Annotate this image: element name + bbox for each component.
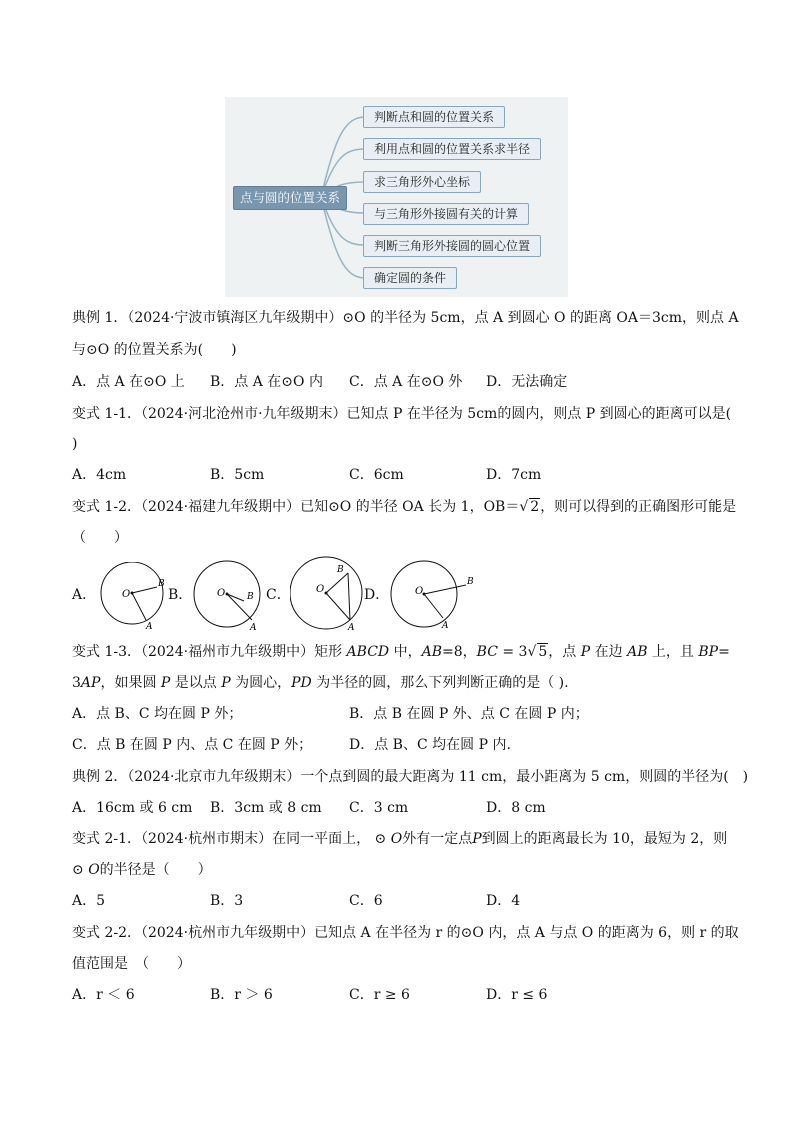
text: 为圆心， (230, 675, 292, 691)
mind-map-branch: 求三角形外心坐标 (363, 171, 481, 193)
figure-label-b: B． (168, 587, 193, 603)
point-b-label: B (467, 577, 474, 587)
variant-1-2-line-2: （ ） (72, 530, 128, 546)
text: = 3 (497, 644, 528, 660)
text: 中， (389, 644, 422, 660)
math-var: P (160, 675, 171, 691)
text: 上，且 (647, 644, 699, 660)
variant-1-2-text-b: ，则可以得到的正确图形可能是 (540, 499, 737, 515)
math-var: P (472, 831, 482, 847)
text: 变式 2-1．（2024·杭州市期末）在同一平面上， ⊙ (72, 831, 391, 847)
point-o-label: O (217, 588, 226, 599)
point-a-label: A (442, 621, 449, 631)
sqrt-symbol: √ 5 (527, 644, 548, 660)
variant-2-2-line-2: 值范围是 （ ） (72, 956, 191, 972)
math-var: BP (698, 644, 719, 660)
math-var: PD (291, 675, 312, 691)
variant-1-1-line-2: ) (72, 436, 78, 452)
math-var: ABCD (346, 644, 390, 660)
question-1-option-a: A．点 A 在⊙O 上 (72, 374, 185, 390)
sqrt-symbol: √ 2 (519, 499, 540, 515)
mind-map-branch: 判断三角形外接圆的圆心位置 (363, 235, 541, 257)
text: ⊙ (72, 862, 89, 878)
math-var: P (580, 644, 591, 660)
text: ，点 (548, 644, 581, 660)
math-var: AB (627, 644, 648, 660)
math-var: P (221, 675, 231, 691)
variant-1-1-option-a: A．4cm (72, 467, 127, 483)
figure-b (192, 560, 272, 632)
variant-1-3-option-b: B．点 B 在圆 P 外、点 C 在圆 P 内； (349, 706, 589, 722)
variant-1-3-option-a: A．点 B、C 均在圆 P 外； (72, 706, 243, 722)
figure-a (96, 562, 176, 630)
text: =8， (442, 644, 477, 660)
variant-1-3-line-1 (72, 642, 730, 662)
mind-map (225, 97, 568, 297)
mind-map-branch: 确定圆的条件 (363, 267, 457, 289)
text: 外有一定点 (402, 831, 473, 847)
question-1-option-c: C．点 A 在⊙O 外 (349, 374, 463, 390)
figure-d (388, 560, 478, 632)
variant-2-1-line-2 (72, 860, 212, 880)
question-2-option-d: D．8 cm (486, 800, 546, 816)
math-var: O (390, 831, 403, 847)
mind-map-branch: 判断点和圆的位置关系 (363, 106, 505, 128)
mind-map-branch: 与三角形外接圆有关的计算 (363, 203, 529, 225)
point-b-label: B (158, 579, 165, 589)
text: 在边 (590, 644, 628, 660)
variant-1-1-line-1: 变式 1-1．（2024·河北沧州市·九年级期末）已知点 P 在半径为 5cm的圆内，则点 P 到圆心的距离可以是( (72, 406, 732, 422)
figure-label-a: A． (72, 587, 97, 603)
figure-c (290, 556, 370, 632)
figure-label-c: C． (266, 587, 291, 603)
math-var: BC (476, 644, 498, 660)
variant-2-1-option-a: A．5 (72, 893, 106, 909)
math-var: AB (421, 644, 442, 660)
variant-2-1-option-c: C．6 (349, 893, 383, 909)
question-1-option-d: D．无法确定 (486, 374, 568, 390)
question-2-option-a: A．16cm 或 6 cm (72, 800, 193, 816)
point-o-label: O (415, 586, 424, 597)
variant-1-2-text-a: 变式 1-2．（2024·福建九年级期中）已知⊙O 的半径 OA 长为 1，OB＝ (72, 499, 520, 515)
point-a-label: A (250, 623, 257, 632)
variant-2-1-line-1 (72, 829, 727, 849)
text: 变式 1-3．（2024·福州市九年级期中）矩形 (72, 644, 347, 660)
variant-1-1-option-c: C．6cm (349, 467, 404, 483)
sqrt-value: 2 (530, 499, 540, 515)
point-a-label: A (146, 622, 153, 630)
math-var: O (88, 862, 100, 878)
variant-1-2-line-1 (72, 497, 736, 517)
sqrt-value: 5 (538, 644, 548, 660)
variant-2-2-option-b: B．r ＞ 6 (210, 987, 273, 1003)
variant-1-3-option-c: C．点 B 在圆 P 内、点 C 在圆 P 外； (72, 737, 313, 753)
variant-2-1-option-b: B．3 (210, 893, 244, 909)
text: 到圆上的距离最长为 10，最短为 2，则 (481, 831, 728, 847)
variant-2-2-line-1: 变式 2-2．（2024·杭州市九年级期中）已知点 A 在半径为 r 的⊙O 内，点 A 与点 O 的距离为 6，则 r 的取 (72, 925, 739, 941)
point-a-label: A (348, 623, 355, 632)
question-1-line-1: 典例 1．（2024·宁波市镇海区九年级期中）⊙O 的半径为 5cm，点 A 到圆心 O 的距离 OA＝3cm，则点 A (72, 310, 739, 326)
variant-2-2-option-a: A．r ＜ 6 (72, 987, 135, 1003)
mind-map-branch: 利用点和圆的位置关系求半径 (363, 138, 541, 160)
variant-1-3-line-2 (72, 673, 569, 693)
question-1-line-2: 与⊙O 的位置关系为( ) (72, 342, 237, 358)
text: = (718, 644, 730, 660)
point-b-label: B (247, 592, 254, 602)
question-2-option-b: B．3cm 或 8 cm (210, 800, 322, 816)
variant-2-2-option-d: D．r ≤ 6 (486, 987, 548, 1003)
text: 3 (72, 675, 81, 691)
point-b-label: B (337, 565, 344, 575)
point-o-label: O (122, 589, 131, 600)
variant-2-2-option-c: C．r ≥ 6 (349, 987, 410, 1003)
text: 的半径是（ ） (99, 862, 212, 878)
question-2-line-1: 典例 2．（2024·北京市九年级期末）一个点到圆的最大距离为 11 cm，最小距离为 5 cm，则圆的半径为( ) (72, 769, 749, 785)
variant-1-1-option-d: D．7cm (486, 467, 542, 483)
question-1-option-b: B．点 A 在⊙O 内 (210, 374, 323, 390)
text: ，如果圆 (100, 675, 161, 691)
math-var: AP (80, 675, 101, 691)
figure-label-d: D． (364, 587, 390, 603)
variant-1-3-option-d: D．点 B、C 均在圆 P 内. (349, 737, 511, 753)
point-o-label: O (316, 584, 325, 595)
mind-map-root: 点与圆的位置关系 (233, 186, 347, 210)
text: 为半径的圆，那么下列判断正确的是（ ). (311, 675, 569, 691)
variant-2-1-option-d: D．4 (486, 893, 521, 909)
variant-1-1-option-b: B．5cm (210, 467, 265, 483)
question-2-option-c: C．3 cm (349, 800, 409, 816)
text: 是以点 (170, 675, 222, 691)
